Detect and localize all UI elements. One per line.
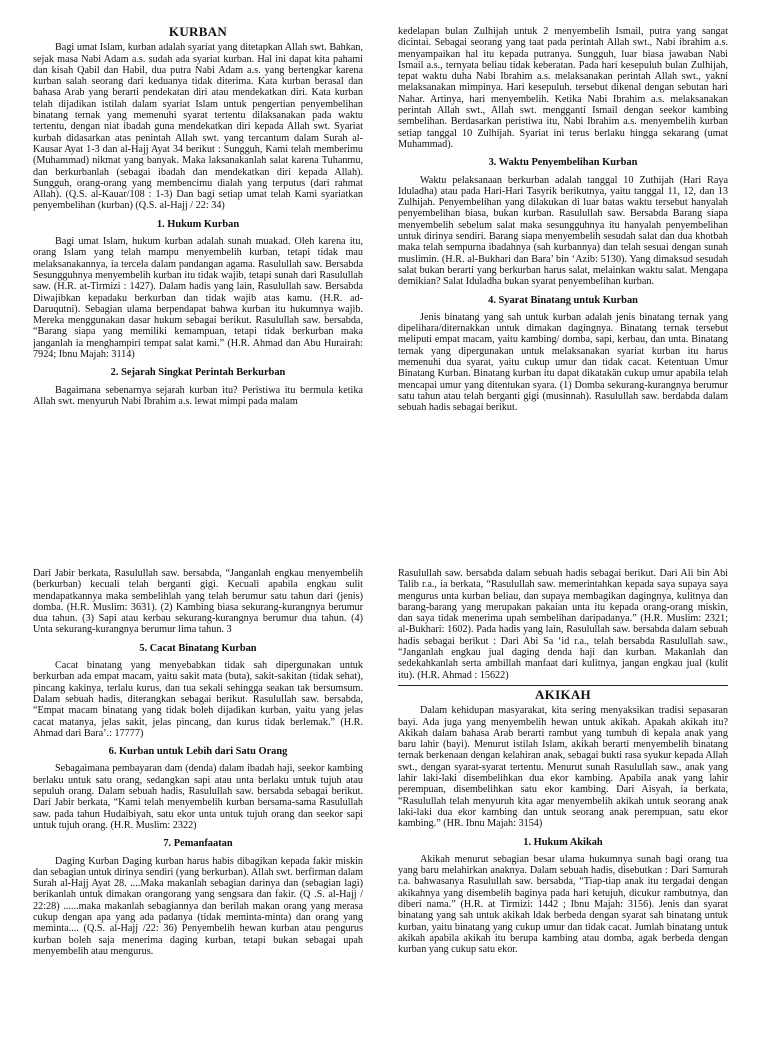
bottom-right-column: [398, 568, 728, 1038]
lebih-satu-orang-paragraph: Sebagaimana pembayaran dam (denda) dalam ibadah haji, seekor kambing berlaku untuk satu orang, sedangkan sapi atau unta berlaku untuk tujuh atau sepuluh orang. Dalam sebuah hadis, Rasulullah saw. bersabda sebagai berikut. Dari Jabir berkata, “Kami telah menyembelih kurban bersama-sama Rasulullah saw. pada tahun Hudaibiyah, satu ekor unta untuk tujuh orang dan seekor sapi untuk tujuh orang. (H.R. Muslim: 2322): [33, 763, 363, 831]
section-heading-pemanfaatan: 7. Pemanfaatan: [163, 838, 233, 850]
page-top-half: [0, 26, 768, 496]
pemanfaatan-paragraph: Daging Kurban Daging kurban harus habis dibagikan kepada fakir miskin dan sebagian untuk dirinya sendiri (yang berkurban). Allah swt. berfirman dalam Surah al-Hajj Ayat 28. ....Maka makanlah sebagian darinya dan (sebagian lagi) berikanlah untuk dimakan orangorang yang sengsara dan fakir. (Q .S. al-Hajj / 22:28) ......maka makanlah sebagiannya dan berilah makan orang yang merasa cukup dengan apa yang ada padanya (tidak meminta-minta) dan orang yang meminta.... (Q.S. al-Hajj /22: 36) Penyembelih hewan kurban atau pengurus kurban boleh saja menerima daging kurban, tetapi bukan sebagai upah menyembelih atau mengurus.: [33, 855, 363, 957]
section-heading-syarat: 4. Syarat Binatang untuk Kurban: [488, 294, 638, 306]
hukum-kurban-paragraph: Bagi umat Islam, hukum kurban adalah sunah muakad. Oleh karena itu, orang Islam yang telah mampu menyembelih kurban, tetapi tidak mau melaksanakannya, ia tercela dalam pandangan agama. Rasulullah saw. Bersabda Sesungguhnya menyembelih kurban itu tidak wajib, tetapi sunah dari Rasulullah saw. (H.R. at-Tirmizi : 1427). Dalam hadis yang lain, Rasulullah saw. Bersabda Diwajibkan kepadaku berkurban dan tidak wajib atas kamu. (H.R. ad-Daruqutni). Sebagian ulama berpendapat bahwa kurban itu hukumnya wajib. Mereka menggunakan dasar hukum sebagai berikut. Rasulullah saw. bersabda, “Barang siapa yang memiliki kemampuan, tetapi tidak berkurban maka janganlah ia menghampiri tempat salat kami.” (H.R. Ahmad dan Abu Hurairah: 7924; Ibnu Majah: 3114): [33, 236, 363, 361]
syarat-paragraph: Jenis binatang yang sah untuk kurban adalah jenis binatang ternak yang dipelihara/diternakkan untuk dimakan dagingnya. Binatang ternak tersebut meliputi empat macam, yaitu kambing/ domba, sapi, kerbau, dan unta. Binatang ternak yang dipergunakan untuk melaksanakan syariat kurban itu harus memenuhi dua syarat, yaitu cukup umur dan tidak cacat. Ketentuan Umur Binatang Kurban. Binatang kurban itu dapat dikatakän cukup umur apabila telah mencapai umur yang ditentukan syara. (1) Domba sekurang-kurangnya berumur satu tahun atau telah berganti gigi (musinnah). Rasulullah saw. berdabda dalam sebuah hadis sebagai berikut.: [398, 311, 728, 414]
sejarah-paragraph: Bagaimana sebenarnya sejarah kurban itu? Peristiwa itu bermula ketika Allah swt. menyuruh Nabi Ibrahim a.s. lewat mimpi pada malam: [33, 384, 363, 407]
top-right-column: [398, 26, 728, 496]
syarat-continued-paragraph: Dari Jabir berkata, Rasulullah saw. bersabda, “Janganlah engkau menyembelih (berkurban) kecuali telah berganti gigi. Kecuali apabila engkau sulit mendapatkannya maka sembelihlah yang telah berumur satu tahun dari (jenis) domba. (H.R. Muslim: 3631). (2) Kambing biasa sekurang-kurangnya berumur dua tahun. (3) Sapi atau kerbau sekurang-kurangnya berumur dua tahun. (4) Unta sekurang-kurangnya berumur lima tahun. 3: [33, 568, 363, 636]
akikah-title: AKIKAH: [535, 686, 591, 702]
kurban-title: KURBAN: [168, 26, 228, 39]
pemanfaatan-continued-paragraph: Rasulullah saw. bersabda dalam sebuah hadis sebagai berikut. Dari Ali bin Abi Talib r.a., ia berkata, “Rasulullah saw. memerintahkan kepada saya supaya saya mengurus unta kurban beliau, dan supaya membagikan dagingnya, kulitnya dan barang-barang yang merupakan pakaian unta itu kepada orang-orang miskin, dan saya tidak menerima upah sembelihan daripadanya.” (H.R. Muslim: 2321; al-Bukhari: 1602). Pada hadis yang lain, Rasulullah saw. bersabda dalam sebuah hadis sebagai berikut : Dari Abi Sa ‘id r.a., telah bersabda Rasulullah saw., “Janganlah engkau jual daging denda haji dan kurban. Makanlah dan sedekahkanlah serta ambillah manfaat dari kulitnya, jangan engkau jual (kulit itu). (H.R. Ahmad : 15622): [398, 568, 728, 681]
cacat-paragraph: Cacat binatang yang menyebabkan tidak sah dipergunakan untuk berkurban ada empat macam, yaitu sakit mata (buta), sakit-sakitan (tidak sehat), pincang kakinya, terlalu kurus, dan tua sekali sehingga seakan tak bersumsum. Dalam sebuah hadis, diterangkan sebagai berikut. Rasulullah saw. bersabda, “Empat macam binatang yang tidak boleh dijadikan kurban, yaitu yang jelas cacat matanya, jelas sakit, jelas pincang, dan kurus tidak berlemak.” (H.R. Ahmad dari Bara’.: 17777): [33, 660, 363, 739]
section-heading-sejarah: 2. Sejarah Singkat Perintah Berkurban: [110, 367, 286, 379]
kurban-intro: Bagi umat Islam, kurban adalah syariat yang ditetapkan Allah swt. Bahkan, sejak masa Nabi Adam a.s. sudah ada syariat kurban. Hal ini dapat kita pahami dan kisah Qabil dan Habil, dua putra Nabi Adam a.s. yang bertengkar karena kurban salah seorang dari keduanya tidak diterima. Kata kurban berasal dan bahasa Arab yang berarti pendekatan diri atau mendekatkan diri. Kata kurban telah dijadikan istilah dalam syariat Islam untuk pengertian penyembelihan binatang ternak yang memenuhi syarat tertentu dilaksanakan pada waktu tertentu, dengan niat ibadah guna mendekatkan diri kepada Allah swt. Syariat kurbah didasarkan atas penintah Allah swt. yang tercantum dalam Surah al-Kausar Ayat 1-3 dan al-Hajj Ayat 34 berikut : Sungguh, Kami telah memberimu (Muhammad) nikmat yang banyak. Maka laksanakanlah salat karena Tuhanmu, dan berkurbanlah (sebagai ibadah dan mendekatkan diri kepada Allah). Sungguh, orang-orang yang membencimu dialah yang terputus (dari rahmat Allah). (Q.S. al-Kauar/108 : 1-3) Dan bagi setiap umat telah Kami syariatkan penyembelihan (kurban) (Q.S. al-Hajj / 22: 34): [33, 42, 363, 212]
section-heading-hukum-akikah: 1. Hukum Akikah: [523, 836, 603, 848]
sejarah-continued-paragraph: kedelapan bulan Zulhijah untuk 2 menyembelih Ismail, putra yang sangat dicintai. Sebagai seorang yang taat pada perintah Allah swt., Nabi ibrahim a.s. menyampaikan hal itu kepada putranya. Sungguh, luar biasa jawaban Nabi Ismail a.s., ternyata beliau tidak keberatan. Pada hari kesepuluh bulan Zulhijah, tepat waktu duha Nabi Ibrahim a.s. melaksanakan perintah Allah swt., yakni melaksanakan mimpinya. Hari kesepuluh. tersebut dikenal dengan sebutan hari Nahar. Artinya, hari menyembelih. Ketika Nabi Ibrahim a.s. melaksanakan perintah Allah swt., Allah swt. mengganti Ismail dengan seekor kambing sembelihan. Berdasarkan peristiwa itu, Nabi Ibrahim a.s. menyembelih kurban setiap tanggal 10 Zulhijah. Syariat ini terus berlaku hingga sekarang (umat Muhammad).: [398, 26, 728, 150]
top-left-column: [33, 26, 363, 496]
bottom-left-column: [33, 568, 363, 1038]
section-heading-cacat: 5. Cacat Binatang Kurban: [139, 642, 257, 654]
section-heading-lebih-satu-orang: 6. Kurban untuk Lebih dari Satu Orang: [108, 746, 288, 758]
section-heading-hukum-kurban: 1. Hukum Kurban: [156, 218, 240, 230]
hukum-akikah-paragraph: Akikah menurut sebagian besar ulama hukumnya sunah bagi orang tua yang baru melahirkan anaknya. Dalam sebuah hadis, disebutkan : Dari Samurah r.a. bahwasanya Rasulullah saw. bersabda, “Tiap-tiap anak itu tergadai dengan akikahnya yang disembelih baginya pada hari ketujuh, dicukur rambutnya, dan diberi nama.” (H.R. at Tirmizi: 1442 ; Ibnu Majah: 3156). Jenis dan syarat binatang yang sah untuk akikah ldak berbeda dengan syarat sah binatang untuk kurban, yaitu binatang yang cukup umur dan tidak cacat. Jumlah binatang untuk akikah apabila akikah itu berupa kambing atau domba, agak berbeda dengan kurban yang cukup satu ekor.: [398, 853, 728, 956]
section-divider: [398, 685, 728, 686]
waktu-paragraph: Waktu pelaksanaan berkurban adalah tanggal 10 Zuthijah (Hari Raya Iduladha) atau pada Hari-Hari Tasyrik berikutnya, yaitu tanggal 11, 12, dan 13 Zulhijah. Penyembelihan yang dilakukan di luar batas waktu tersebut hanyalah penyembelihan biasa, bukan kurban. Rasulullah saw. Bersabda Barang siapa menyembelih sebelum salat maka sesungguhnya itu hanyalah penyembelihan untuk dirinya sendiri. Barang siapa menyembelih sesudah salat dan dua khotbah maka telah sempurna ibadahnya (sah kurbannya) dan telah sesuai dengan sunah muslimin. (H.R. al-Bukhari dan Bara’ bin ‘Azib: 5130). Yang dimaksud sesudah salat bukan berarti yang berkurban harus salat, melainkan waktu salat. Mengapa demikian? Salat Iduladha bukan syarat penyembelihan kurban.: [398, 174, 728, 288]
akikah-intro: Dalam kehidupan masyarakat, kita sering menyaksikan tradisi sepasaran bayi. Ada juga yang menyembelih hewan untuk akikah. Apakah akikah itu? Akikah dalam bahasa Arab berarti rambut yang tumbuh di kepala anak yang baru lahir (bayi). Menurut istilah Islam, akikah berarti menyembelih binatang ternak berkenaan dengan kelahiran anak, sebagai bukti rasa syukur kepada Allah swt., dengan syarat-syarat tertentu. Menurut sunah Rasulullah saw., anak yang lahir laki-laki disembelihkan dua ekor kambing. Apabila anak yang lahir perempuan, disembelihkan satu ekor kambing. Dari Aisyah, ia berkata, “Rasulullah telah menyuruh kita agar menyembelih akikah untuk seorang anak laki-laki dua ekor kambing dan untuk seorang anak perempuan, satu ekor kambing.” (HR. Ibnu Majah: 3154): [398, 705, 728, 830]
section-heading-waktu: 3. Waktu Penyembelihan Kurban: [488, 157, 638, 169]
page-bottom-half: [0, 568, 768, 1038]
